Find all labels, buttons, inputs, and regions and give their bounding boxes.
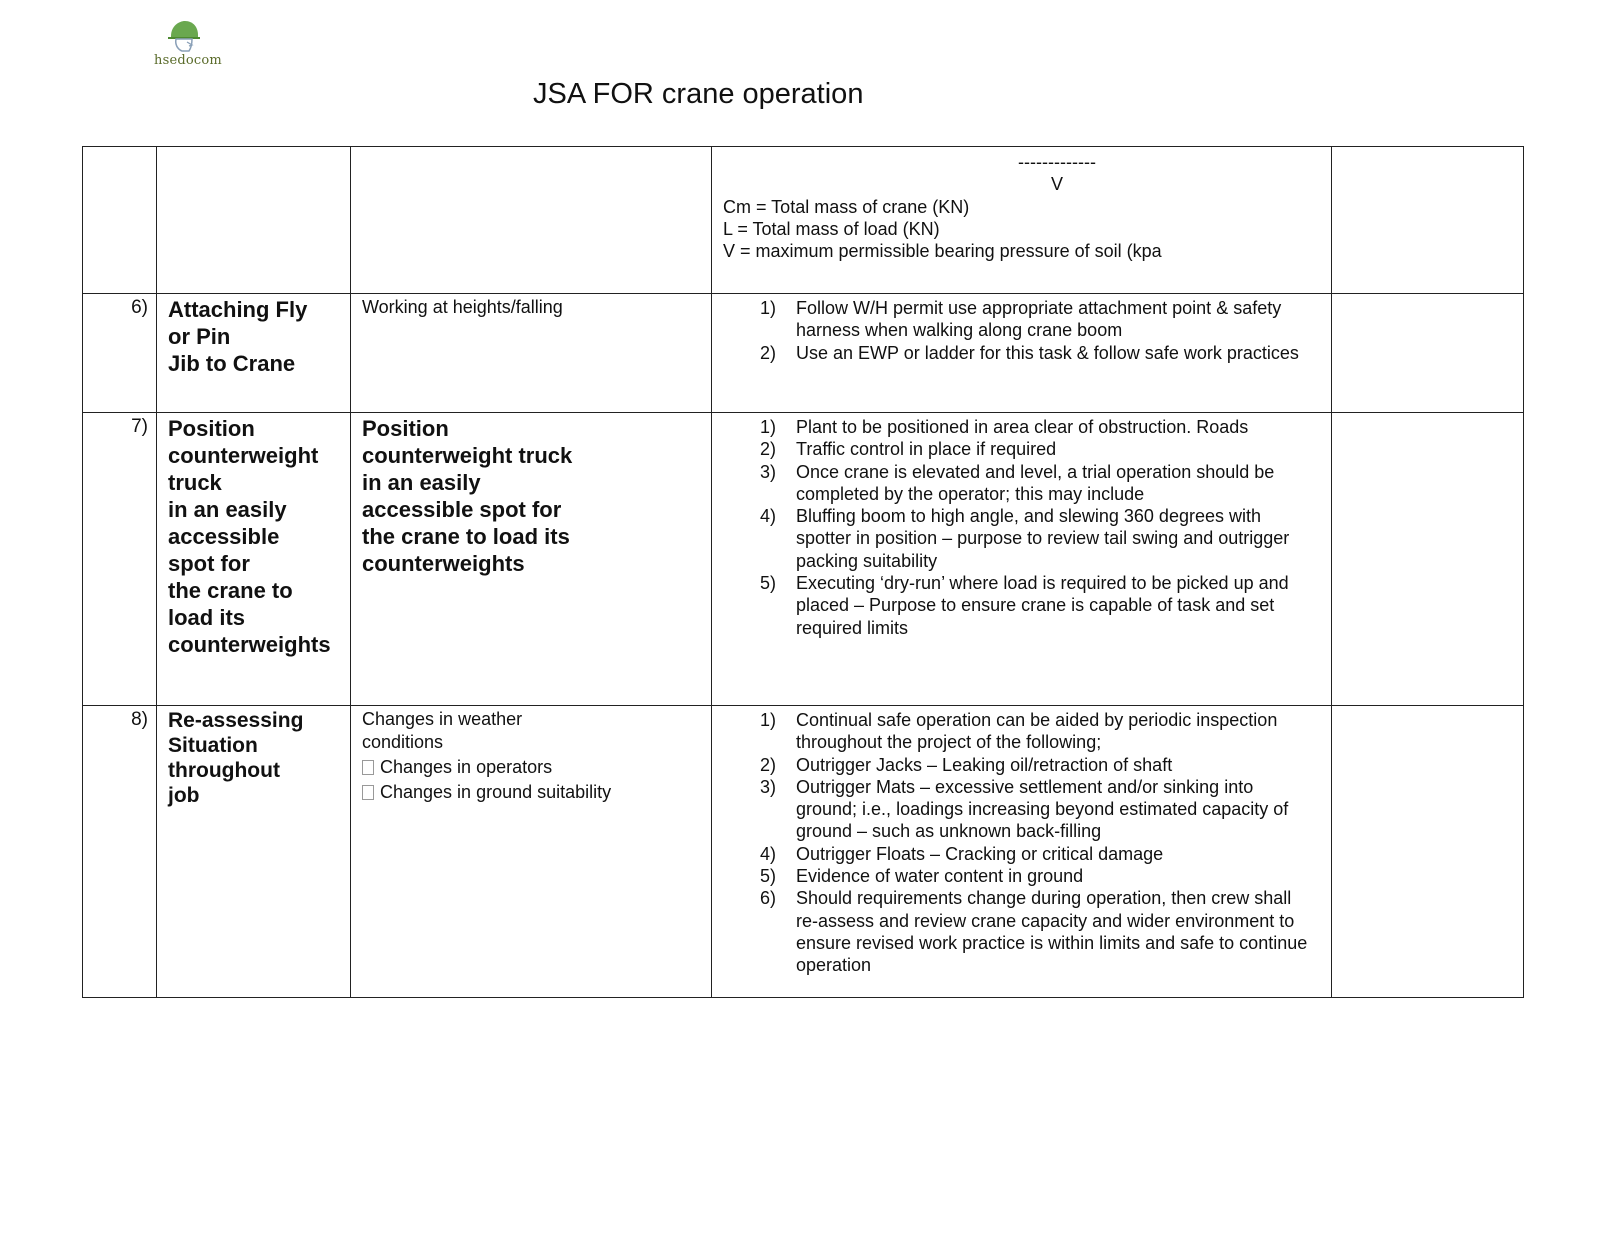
table-row-formula (83, 147, 1524, 294)
controls-list (712, 416, 1317, 639)
hazard-line: counterweights (362, 551, 525, 576)
row-number: 7) (83, 413, 157, 706)
hazard-line: in an easily (362, 470, 481, 495)
job-step (157, 413, 351, 706)
list-item: 5) Evidence of water content in ground (760, 866, 1084, 887)
step-line: Position (168, 416, 255, 441)
list-item: 1) Follow W/H permit use appropriate attachment point & safety harness when walking along crane boom (760, 298, 1282, 341)
list-item: 2) Traffic control in place if required (760, 439, 1057, 460)
step-line: Attaching Fly (168, 297, 308, 322)
table-row (83, 413, 1524, 706)
list-item: 3) Outrigger Mats – excessive settlement and/or sinking into ground; i.e., loadings increasing beyond estimated capacity of ground – such as unknown back-filling (760, 776, 1289, 842)
job-step (157, 294, 351, 413)
controls (712, 706, 1332, 998)
step-line: throughout (168, 759, 280, 782)
list-item: 3) Once crane is elevated and level, a trial operation should be completed by the operator; this may include (760, 461, 1275, 504)
step-line: in an easily (168, 497, 287, 522)
cell-hazard (351, 147, 712, 294)
list-item: 2) Outrigger Jacks – Leaking oil/retraction of shaft (760, 754, 1173, 775)
hazard-line: Changes in weather (362, 709, 523, 729)
jsa-table (82, 146, 1524, 998)
hazard-line: conditions (362, 732, 444, 752)
step-line: spot for (168, 551, 250, 576)
step-line: Jib to Crane (168, 351, 296, 376)
cell-controls-formula (712, 147, 1332, 294)
list-item: 4) Outrigger Floats – Cracking or critical damage (760, 843, 1164, 864)
list-item: 1) Continual safe operation can be aided by periodic inspection throughout the project of the following; (760, 710, 1278, 753)
table-row (83, 706, 1524, 998)
hazard-line: counterweight truck (362, 443, 573, 468)
bullet-box-icon (362, 785, 374, 800)
controls (712, 294, 1332, 413)
cell-extra (1332, 294, 1524, 413)
cell-extra (1332, 706, 1524, 998)
hazard-line: the crane to load its (362, 524, 570, 549)
cell-extra (1332, 147, 1524, 294)
bullet-box-icon (362, 760, 374, 775)
hazard-line: Working at heights/falling (362, 297, 563, 317)
formula-v-symbol: V (1050, 174, 1063, 195)
document-title: JSA FOR crane operation (533, 78, 864, 110)
row-number: 6) (83, 294, 157, 413)
formula-definition: Cm = Total mass of crane (KN) (723, 196, 970, 217)
cell-extra (1332, 413, 1524, 706)
controls-list (712, 297, 1317, 364)
hazard-line: Position (362, 416, 449, 441)
row-number: 8) (83, 706, 157, 998)
list-item: 4) Bluffing boom to high angle, and slewing 360 degrees with spotter in position – purpose to review tail swing and outrigger packing suitability (760, 506, 1290, 571)
hazard (351, 413, 712, 706)
step-line: counterweight (168, 443, 319, 468)
step-line: counterweights (168, 632, 331, 657)
step-line: accessible (168, 524, 280, 549)
list-item: 2) Use an EWP or ladder for this task & follow safe work practices (760, 342, 1299, 363)
job-step (157, 706, 351, 998)
hazard (351, 294, 712, 413)
formula-dashes: ------------- (1018, 152, 1096, 172)
step-line: job (168, 784, 200, 807)
hazard-bullet: Changes in operators (362, 756, 703, 779)
list-item: 6) Should requirements change during operation, then crew shall re-assess and review crane capacity and wider environment to ensure revised work practice is within limits and safe to continue operation (760, 888, 1308, 976)
formula-definition: L = Total mass of load (KN) (723, 218, 940, 239)
cell-num (83, 147, 157, 294)
step-line: Re-assessing (168, 709, 304, 732)
step-line: or Pin (168, 324, 231, 349)
step-line: load its (168, 605, 246, 630)
step-line: Situation (168, 734, 258, 757)
hazard-line: accessible spot for (362, 497, 562, 522)
step-line: truck (168, 470, 222, 495)
logo-text: hsedocom (154, 53, 222, 68)
controls (712, 413, 1332, 706)
controls-list (712, 709, 1317, 977)
hazard-bullet: Changes in ground suitability (362, 781, 703, 804)
step-line: the crane to (168, 578, 293, 603)
cell-step (157, 147, 351, 294)
list-item: 5) Executing ‘dry-run’ where load is required to be picked up and placed – Purpose to ensure crane is capable of task and set required limits (760, 573, 1289, 638)
formula-definition: V = maximum permissible bearing pressure of soil (kpa (723, 241, 1162, 262)
company-logo (150, 20, 230, 70)
list-item: 1) Plant to be positioned in area clear of obstruction. Roads (760, 417, 1249, 437)
table-row (83, 294, 1524, 413)
hazard (351, 706, 712, 998)
hard-hat-head-icon (165, 20, 201, 54)
